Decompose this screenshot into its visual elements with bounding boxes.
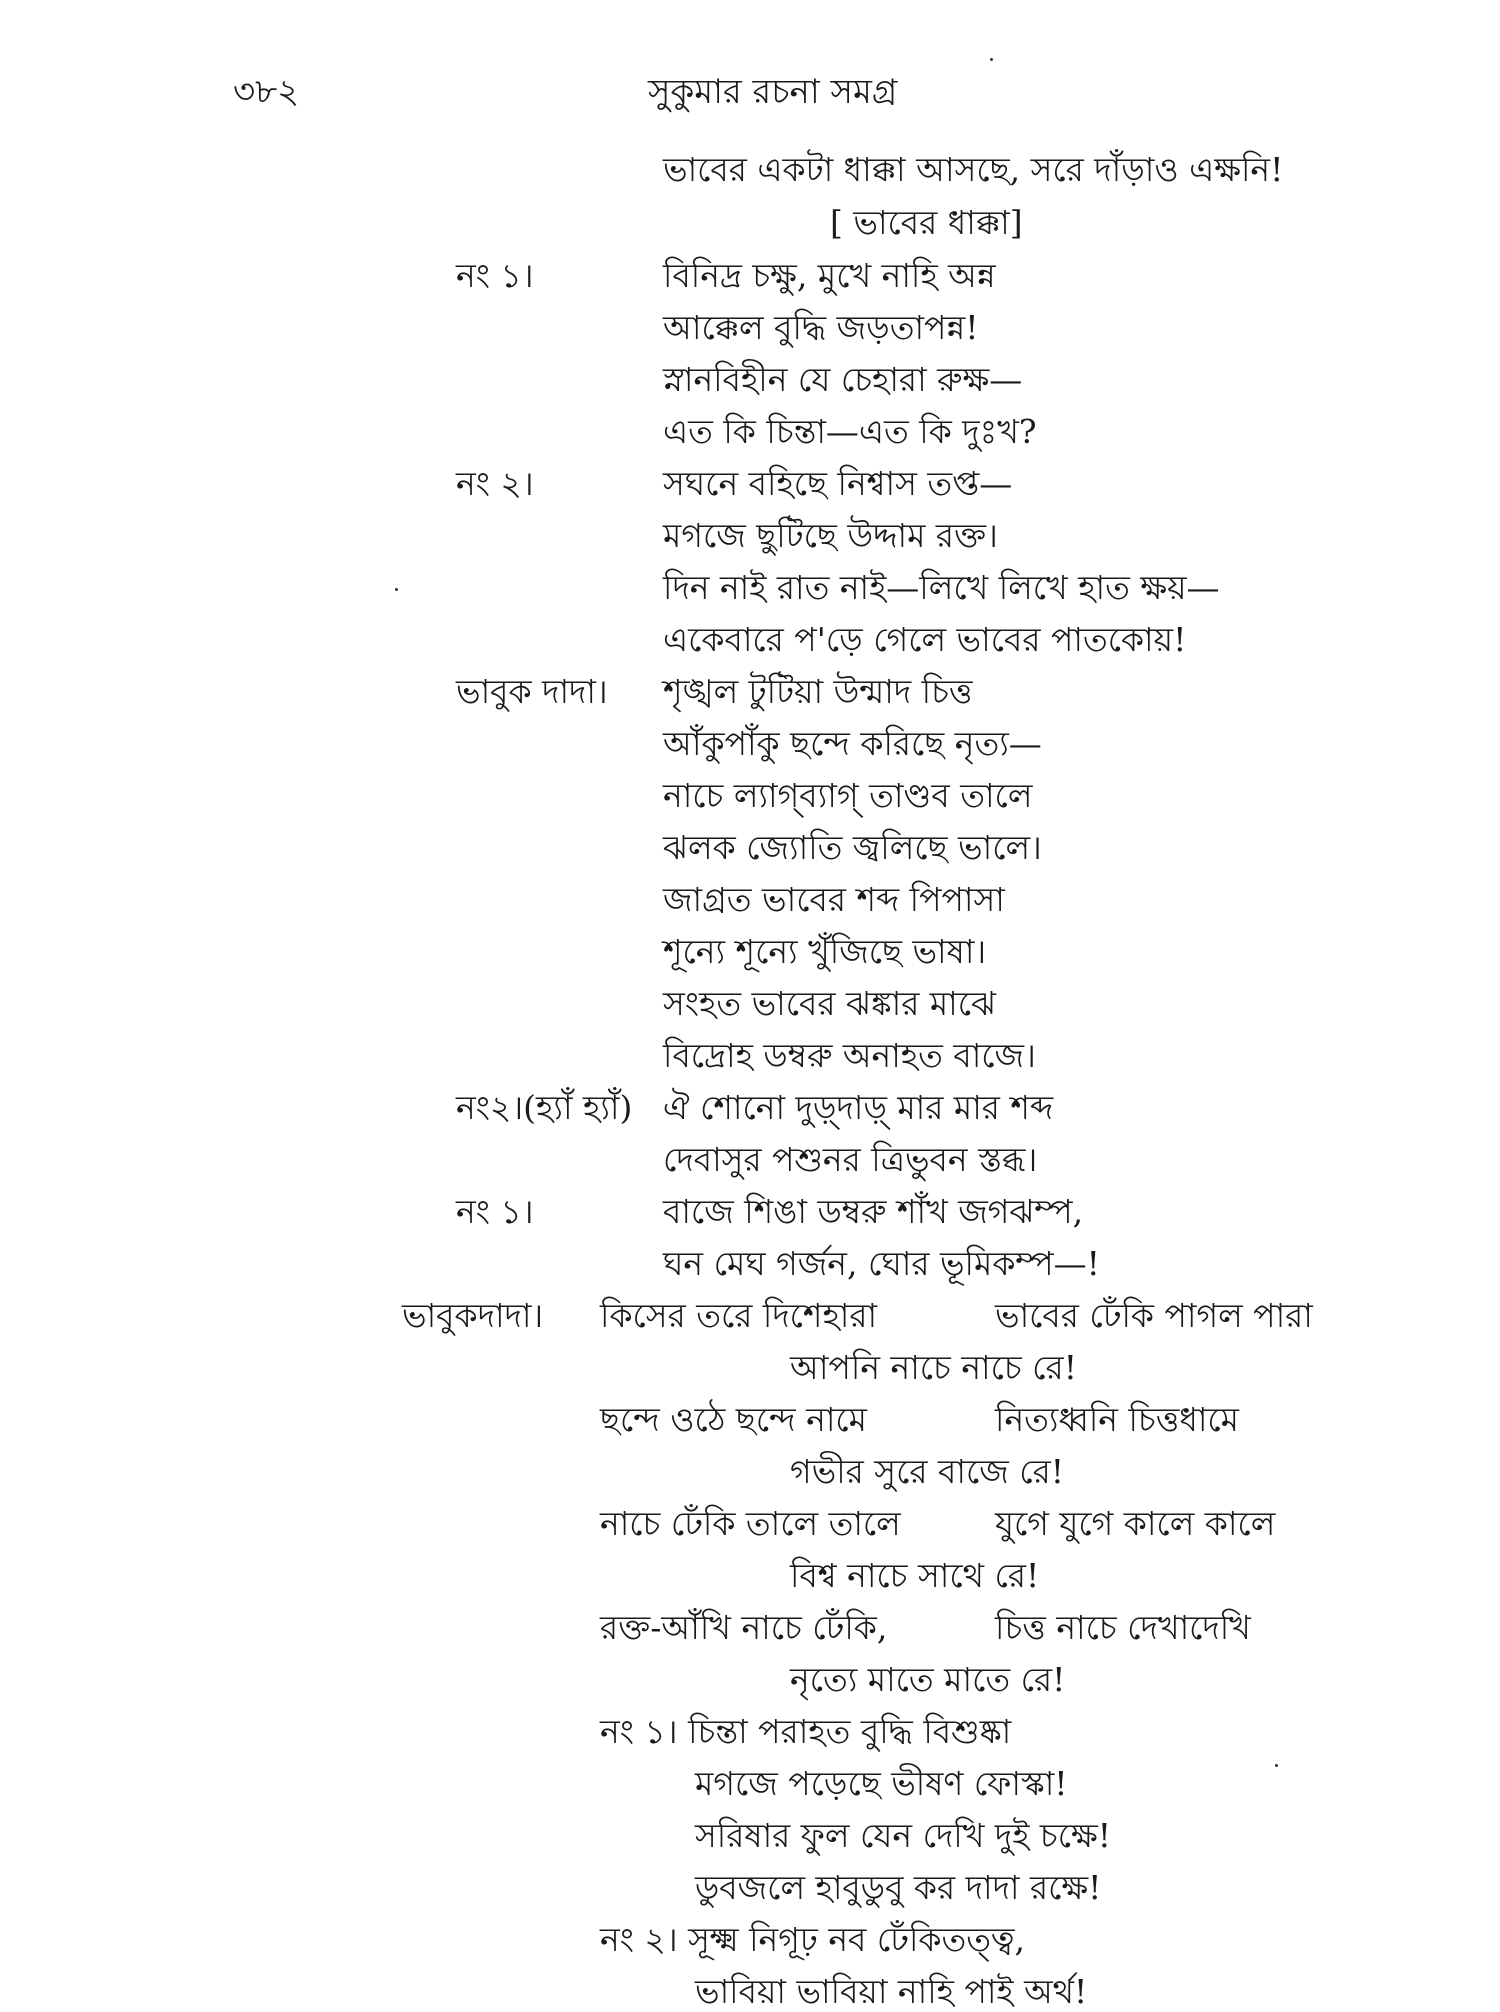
poem-line: জাগ্রত ভাবের শব্দ পিপাসা xyxy=(663,880,1005,919)
poem-line: মগজে ছুটিছে উদ্দাম রক্ত। xyxy=(663,516,998,555)
poem-line: আক্কেল বুদ্ধি জড়তাপন্ন! xyxy=(663,308,979,347)
poem-line: চিত্ত নাচে দেখাদেখি xyxy=(995,1608,1251,1647)
book-title: সুকুমার রচনা সমগ্র xyxy=(648,72,898,112)
poem-line: বিদ্রোহ ডম্বরু অনাহত বাজে। xyxy=(663,1036,1036,1075)
speaker-label: নং ১। xyxy=(456,1192,534,1231)
poem-line: শূন্যে শূন্যে খুঁজিছে ভাষা। xyxy=(663,932,987,971)
poem-line: নাচে ঢেঁকি তালে তালে xyxy=(600,1504,901,1543)
poem-line: নং ১। চিন্তা পরাহত বুদ্ধি বিশুষ্কা xyxy=(600,1712,1012,1751)
speaker-label: নং২।(হ্যাঁ হ্যাঁ) xyxy=(456,1088,633,1127)
poem-line: ভাবিয়া ভাবিয়া নাহি পাই অর্থ! xyxy=(695,1972,1088,2011)
refrain-line: নৃত্যে মাতে মাতে রে! xyxy=(790,1660,1066,1699)
poem-line: স্নানবিহীন যে চেহারা রুক্ষ— xyxy=(663,360,1023,399)
speaker-label: ভাবুক দাদা। xyxy=(456,672,608,711)
poem-line: বিনিদ্র চক্ষু, মুখে নাহি অন্ন xyxy=(663,256,996,295)
poem-line: ডুবজলে হাবুডুবু কর দাদা রক্ষে! xyxy=(695,1868,1102,1907)
poem-line: ঘন মেঘ গর্জন, ঘোর ভূমিকম্প—! xyxy=(663,1244,1100,1283)
poem-line: ছন্দে ওঠে ছন্দে নামে xyxy=(600,1400,867,1439)
poem-line: শৃঙ্খল টুটিয়া উন্মাদ চিত্ত xyxy=(663,672,973,711)
poem-line: এত কি চিন্তা—এত কি দুঃখ? xyxy=(663,412,1037,451)
poem-line: দেবাসুর পশুনর ত্রিভুবন স্তব্ধ। xyxy=(663,1140,1038,1179)
refrain-line: আপনি নাচে নাচে রে! xyxy=(790,1348,1077,1387)
poem-line: ঝলক জ্যোতি জ্বলিছে ভালে। xyxy=(663,828,1042,867)
poem-line: বাজে শিঙা ডম্বরু শাঁখ জগঝম্প, xyxy=(663,1192,1084,1231)
poem-line: সঘনে বহিছে নিশ্বাস তপ্ত— xyxy=(663,464,1013,503)
poem-line: রক্ত-আঁখি নাচে ঢেঁকি, xyxy=(600,1608,888,1647)
poem-line: ভাবের একটা ধাক্কা আসছে, সরে দাঁড়াও এক্ষনি! xyxy=(663,150,1284,189)
refrain-line: গভীর সুরে বাজে রে! xyxy=(790,1452,1065,1491)
speaker-label: ভাবুকদাদা। xyxy=(402,1296,544,1335)
print-speck xyxy=(1275,1764,1278,1767)
poem-line: মগজে পড়েছে ভীষণ ফোস্কা! xyxy=(695,1764,1068,1803)
poem-line: একেবারে প'ড়ে গেলে ভাবের পাতকোয়! xyxy=(663,620,1187,659)
print-speck xyxy=(395,588,398,591)
speaker-label: নং ২। xyxy=(456,464,534,503)
poem-line: নিত্যধ্বনি চিত্তধামে xyxy=(995,1400,1239,1439)
poem-line: ঐ শোনো দুড়্দাড়্ মার মার শব্দ xyxy=(663,1088,1054,1127)
poem-line: সরিষার ফুল যেন দেখি দুই চক্ষে! xyxy=(695,1816,1111,1855)
poem-line: নাচে ল্যাগ্‌ব্যাগ্‌ তাণ্ডব তালে xyxy=(663,776,1033,815)
poem-line: যুগে যুগে কালে কালে xyxy=(995,1504,1276,1543)
poem-line: আঁকুপাঁকু ছন্দে করিছে নৃত্য— xyxy=(663,724,1042,763)
poem-line: ভাবের ঢেঁকি পাগল পারা xyxy=(995,1296,1313,1335)
poem-line: দিন নাই রাত নাই—লিখে লিখে হাত ক্ষয়— xyxy=(663,568,1220,607)
poem-line: সংহত ভাবের ঝঙ্কার মাঝে xyxy=(663,984,996,1023)
stage-direction: [ ভাবের ধাক্কা] xyxy=(830,203,1023,242)
page-number: ৩৮২ xyxy=(233,72,300,112)
speaker-label: নং ১। xyxy=(456,256,534,295)
poem-line: নং ২। সূক্ষ্ম নিগূঢ় নব ঢেঁকিতত্ত্ব, xyxy=(600,1920,1025,1959)
print-speck xyxy=(990,58,993,61)
poem-line: কিসের তরে দিশেহারা xyxy=(600,1296,878,1335)
refrain-line: বিশ্ব নাচে সাথে রে! xyxy=(790,1556,1040,1595)
